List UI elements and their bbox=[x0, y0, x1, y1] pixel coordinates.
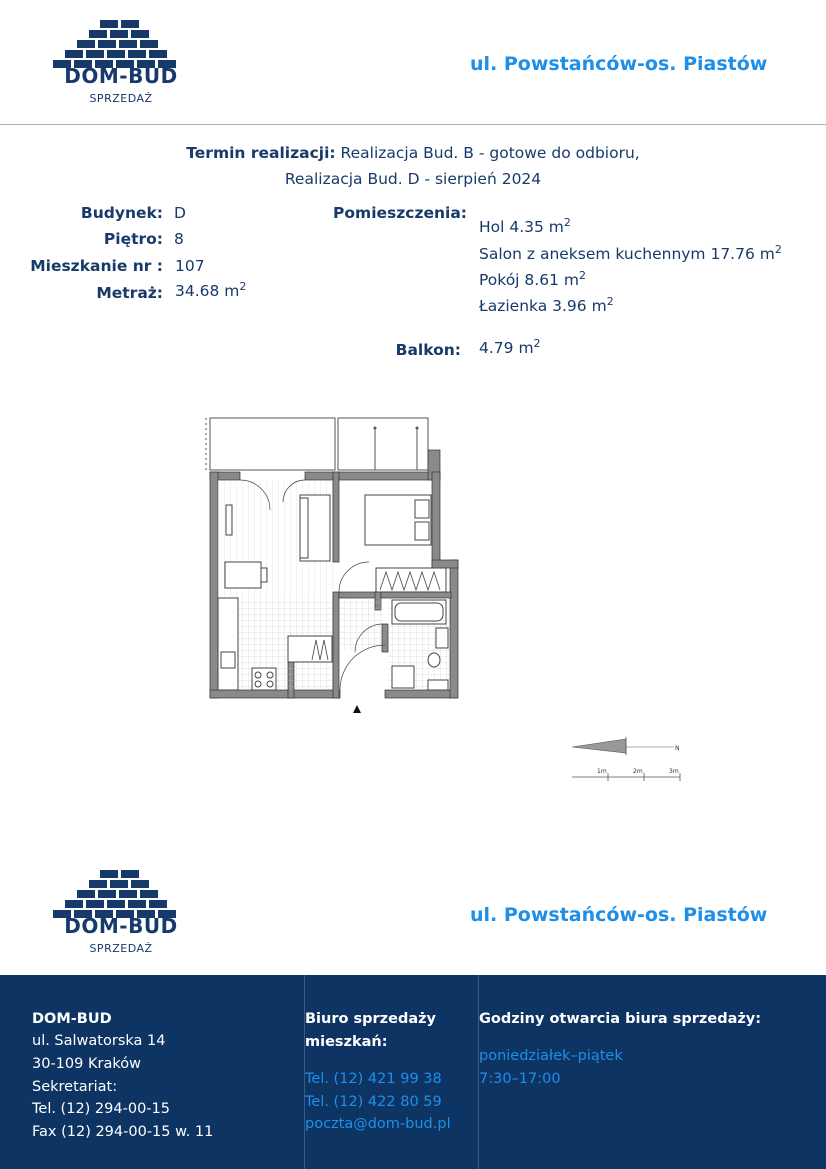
pomieszczenia-label: Pomieszczenia: bbox=[333, 204, 467, 222]
budynek-label: Budynek: bbox=[80, 204, 163, 222]
scale-mark: 3m bbox=[669, 768, 679, 775]
footer-company: DOM-BUD bbox=[32, 1011, 112, 1027]
pietro-label: Piętro: bbox=[103, 230, 163, 248]
footer-street: ul. Salwatorska 14 bbox=[32, 1033, 166, 1049]
mieszkanie-label: Mieszkanie nr : bbox=[30, 257, 163, 275]
footer bbox=[0, 975, 826, 1169]
office-tel-link[interactable]: Tel. (12) 422 80 59 bbox=[305, 1094, 442, 1110]
logo-subtitle: SPRZEDAŻ bbox=[89, 92, 153, 105]
entrance-arrow-icon bbox=[353, 705, 361, 713]
unit-sup: 2 bbox=[774, 243, 782, 256]
north-label: N bbox=[675, 745, 680, 752]
room-item bbox=[479, 243, 782, 263]
metraz-value bbox=[175, 280, 246, 300]
office-email-link[interactable]: poczta@dom-bud.pl bbox=[305, 1116, 451, 1132]
termin-realizacji bbox=[0, 140, 826, 192]
logo-name: DOM-BUD bbox=[64, 64, 178, 88]
office-title-2: mieszkań: bbox=[305, 1034, 388, 1050]
balkon-label: Balkon: bbox=[395, 341, 461, 359]
pietro-value: 8 bbox=[174, 230, 184, 248]
room-text: Salon z aneksem kuchennym 17.76 m bbox=[479, 245, 775, 264]
hours-days: poniedziałek–piątek bbox=[479, 1048, 623, 1064]
room-item bbox=[479, 295, 614, 315]
balkon-value bbox=[479, 337, 541, 357]
unit-sup: 2 bbox=[578, 269, 586, 282]
office-tel-link[interactable]: Tel. (12) 421 99 38 bbox=[305, 1071, 442, 1087]
room-item bbox=[479, 269, 586, 289]
unit-sup: 2 bbox=[563, 216, 571, 229]
scale-mark: 2m bbox=[633, 768, 643, 775]
room-text: Pokój 8.61 m bbox=[479, 271, 579, 290]
hours-time: 7:30–17:00 bbox=[479, 1071, 561, 1087]
budynek-value: D bbox=[174, 204, 186, 222]
logo-subtitle: SPRZEDAŻ bbox=[89, 942, 153, 955]
logo-name: DOM-BUD bbox=[64, 914, 178, 938]
brick-logo-icon bbox=[51, 870, 191, 918]
termin-line2: Realizacja Bud. D - sierpień 2024 bbox=[284, 170, 542, 188]
unit-sup: 2 bbox=[239, 280, 247, 293]
termin-line1: Realizacja Bud. B - gotowe do odbioru, bbox=[340, 144, 640, 162]
balcony-left bbox=[210, 418, 335, 470]
metraz-label: Metraż: bbox=[96, 284, 163, 302]
balkon-number: 4.79 m bbox=[479, 339, 534, 358]
scale-mark: 1m bbox=[597, 768, 607, 775]
unit-sup: 2 bbox=[533, 337, 541, 350]
balcony-right bbox=[338, 418, 428, 470]
footer-logo[interactable] bbox=[51, 870, 191, 960]
room-item bbox=[479, 216, 571, 236]
header-address: ul. Powstańców-os. Piastów bbox=[470, 53, 768, 75]
room-text: Łazienka 3.96 m bbox=[479, 297, 607, 316]
mieszkanie-value: 107 bbox=[175, 257, 205, 275]
footer-tel: Tel. (12) 294-00-15 bbox=[32, 1101, 170, 1117]
office-title: Biuro sprzedaży bbox=[305, 1011, 436, 1027]
floor-plan bbox=[200, 410, 470, 720]
room-text: Hol 4.35 m bbox=[479, 218, 564, 237]
metraz-number: 34.68 m bbox=[175, 282, 240, 301]
hours-title: Godziny otwarcia biura sprzedaży: bbox=[479, 1011, 762, 1027]
north-arrow-icon bbox=[572, 739, 626, 753]
header-divider bbox=[0, 124, 826, 125]
footer-city: 30-109 Kraków bbox=[32, 1056, 141, 1072]
scale-bar bbox=[570, 735, 685, 785]
footer-address: ul. Powstańców-os. Piastów bbox=[470, 904, 768, 926]
header-logo[interactable] bbox=[51, 20, 191, 110]
footer-fax: Fax (12) 294-00-15 w. 11 bbox=[32, 1124, 214, 1140]
unit-sup: 2 bbox=[606, 295, 614, 308]
footer-secretariat: Sekretariat: bbox=[32, 1079, 118, 1095]
termin-label: Termin realizacji: bbox=[186, 144, 336, 162]
brick-logo-icon bbox=[51, 20, 191, 68]
